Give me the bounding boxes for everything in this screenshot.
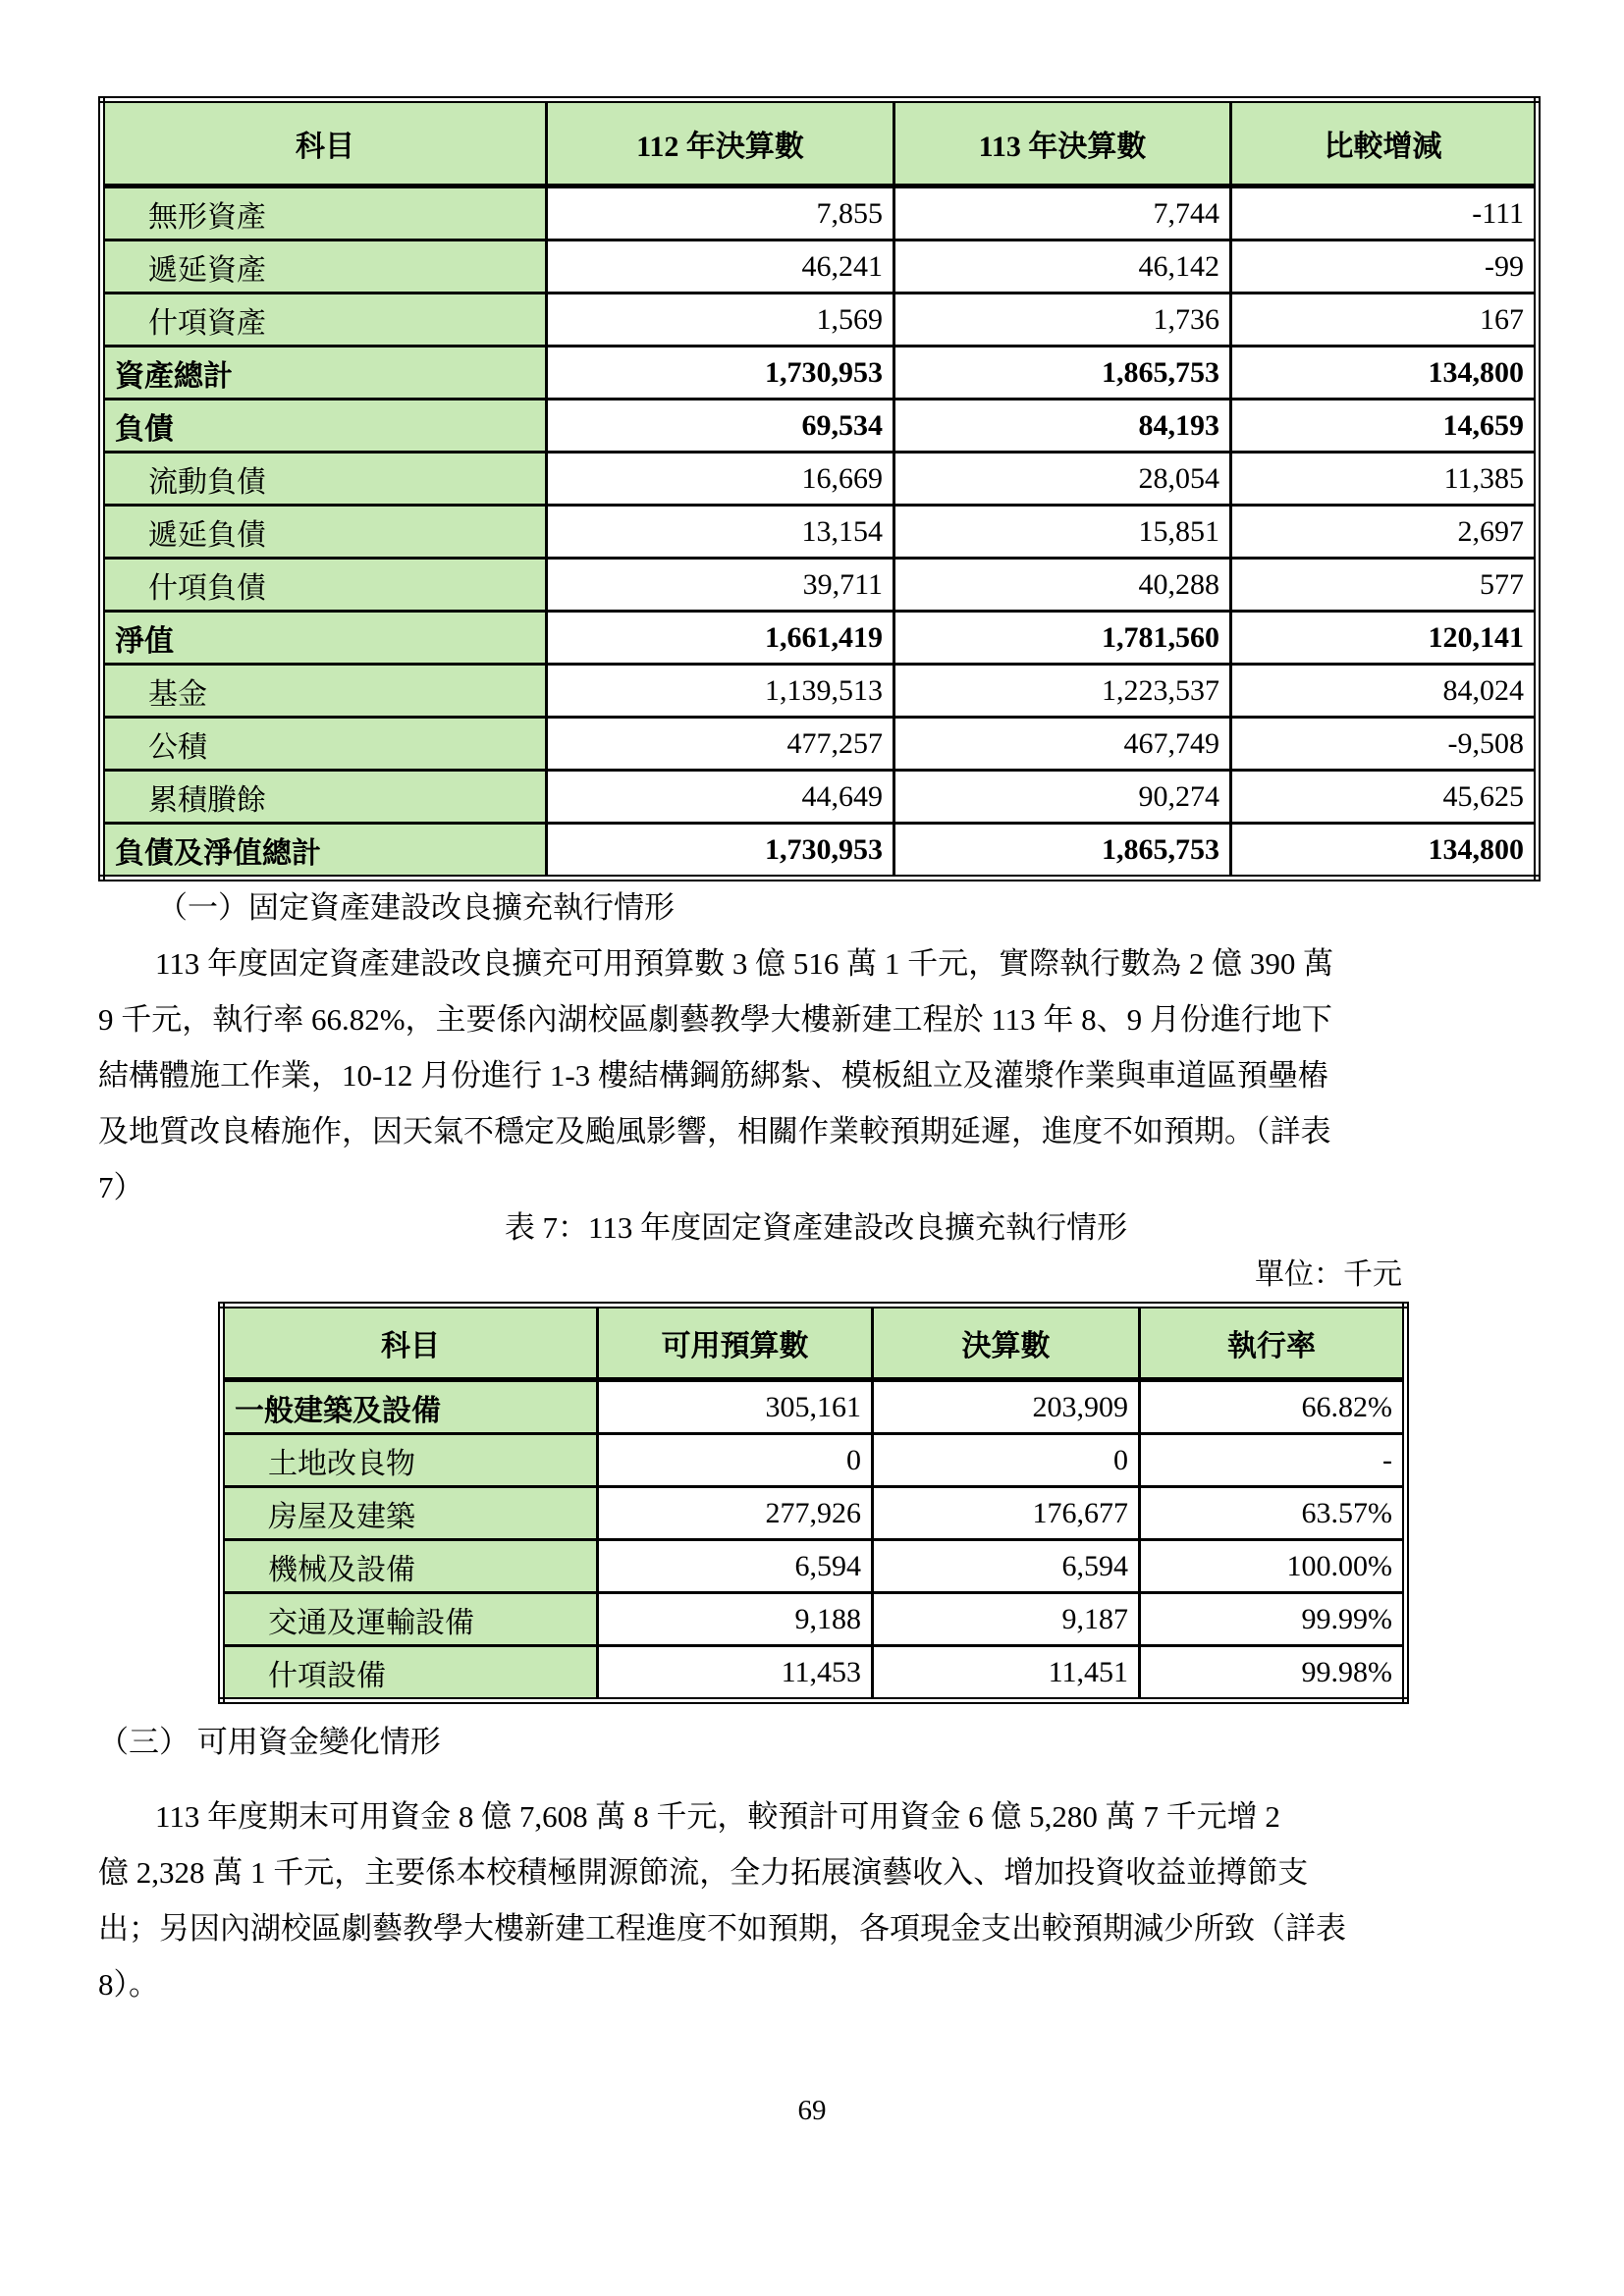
text-line: 8）。 xyxy=(98,1967,159,2002)
cell-value: 1,569 xyxy=(547,294,894,347)
cell-value: 1,781,560 xyxy=(894,612,1231,665)
table-row xyxy=(102,347,1538,400)
section-fixed-assets xyxy=(98,880,1534,1215)
cell-value: 176,677 xyxy=(873,1487,1140,1540)
table7-execution-table xyxy=(218,1302,1409,1704)
cell-value: 46,142 xyxy=(894,240,1231,294)
cell-value: 134,800 xyxy=(1231,824,1538,879)
cell-value: 99.98% xyxy=(1140,1646,1406,1701)
cell-value: 84,024 xyxy=(1231,665,1538,718)
cell-value: 13,154 xyxy=(547,506,894,559)
cell-value: 9,188 xyxy=(598,1593,873,1646)
section-paragraph xyxy=(98,935,1534,1215)
table-body xyxy=(102,187,1538,879)
row-label: 遞延資產 xyxy=(102,240,547,294)
text-line: 113 年度期末可用資金 8 億 7,608 萬 8 千元，較預計可用資金 6 億 5,280 萬 7 千元增 2 xyxy=(155,1799,1280,1834)
cell-value: 11,385 xyxy=(1231,453,1538,506)
cell-value: 15,851 xyxy=(894,506,1231,559)
row-label: 一般建築及設備 xyxy=(222,1380,598,1434)
cell-value: 45,625 xyxy=(1231,771,1538,824)
row-label: 交通及運輸設備 xyxy=(222,1593,598,1646)
cell-value: 120,141 xyxy=(1231,612,1538,665)
cell-value: 66.82% xyxy=(1140,1380,1406,1434)
cell-value: 1,865,753 xyxy=(894,824,1231,879)
column-header: 可用預算數 xyxy=(598,1306,873,1380)
row-label: 流動負債 xyxy=(102,453,547,506)
row-label: 土地改良物 xyxy=(222,1434,598,1487)
cell-value: 305,161 xyxy=(598,1380,873,1434)
section-available-funds-heading: （三） 可用資金變化情形 xyxy=(98,1725,441,1759)
table-row xyxy=(102,559,1538,612)
cell-value: 9,187 xyxy=(873,1593,1140,1646)
cell-value: 40,288 xyxy=(894,559,1231,612)
table-row xyxy=(102,665,1538,718)
table-row xyxy=(222,1487,1406,1540)
cell-value: 99.99% xyxy=(1140,1593,1406,1646)
text-line: 7） xyxy=(98,1170,144,1204)
cell-value: 467,749 xyxy=(894,718,1231,771)
row-label: 遞延負債 xyxy=(102,506,547,559)
cell-value: 1,139,513 xyxy=(547,665,894,718)
row-label: 機械及設備 xyxy=(222,1540,598,1593)
cell-value: 6,594 xyxy=(598,1540,873,1593)
table-header xyxy=(222,1306,1406,1380)
table-row xyxy=(102,718,1538,771)
table-row xyxy=(102,453,1538,506)
row-label: 基金 xyxy=(102,665,547,718)
cell-value: 1,223,537 xyxy=(894,665,1231,718)
text-line: 出；另因內湖校區劇藝教學大樓新建工程進度不如預期，各項現金支出較預期減少所致（詳表 xyxy=(98,1911,1346,1946)
text-line: 億 2,328 萬 1 千元，主要係本校積極開源節流，全力拓展演藝收入、增加投資收益並撙節支 xyxy=(98,1855,1309,1890)
cell-value: 16,669 xyxy=(547,453,894,506)
table-row xyxy=(222,1646,1406,1701)
cell-value: 577 xyxy=(1231,559,1538,612)
cell-value: 39,711 xyxy=(547,559,894,612)
table-row xyxy=(102,612,1538,665)
cell-value: 0 xyxy=(873,1434,1140,1487)
cell-value: 0 xyxy=(598,1434,873,1487)
cell-value: 14,659 xyxy=(1231,400,1538,453)
section-heading: （一）固定資產建設改良擴充執行情形 xyxy=(157,890,675,925)
table-row xyxy=(222,1380,1406,1434)
cell-value: 1,736 xyxy=(894,294,1231,347)
column-header: 執行率 xyxy=(1140,1306,1406,1380)
row-label: 什項負債 xyxy=(102,559,547,612)
cell-value: 1,661,419 xyxy=(547,612,894,665)
cell-value: 167 xyxy=(1231,294,1538,347)
cell-value: 69,534 xyxy=(547,400,894,453)
cell-value: 1,730,953 xyxy=(547,347,894,400)
row-label: 無形資產 xyxy=(102,187,547,240)
row-label: 資產總計 xyxy=(102,347,547,400)
text-line: 113 年度固定資產建設改良擴充可用預算數 3 億 516 萬 1 千元，實際執行數為 2 億 390 萬 xyxy=(155,946,1334,981)
table-row xyxy=(102,771,1538,824)
column-header: 科目 xyxy=(222,1306,598,1380)
row-label: 房屋及建築 xyxy=(222,1487,598,1540)
row-label: 負債及淨值總計 xyxy=(102,824,547,879)
balance-comparison-table xyxy=(98,96,1541,881)
column-header: 比較增減 xyxy=(1231,100,1538,187)
column-header: 決算數 xyxy=(873,1306,1140,1380)
column-header: 112 年決算數 xyxy=(547,100,894,187)
cell-value: 44,649 xyxy=(547,771,894,824)
cell-value: 1,865,753 xyxy=(894,347,1231,400)
cell-value: 2,697 xyxy=(1231,506,1538,559)
row-label: 什項設備 xyxy=(222,1646,598,1701)
cell-value: 6,594 xyxy=(873,1540,1140,1593)
text-line: 及地質改良樁施作，因天氣不穩定及颱風影響，相關作業較預期延遲，進度不如預期。（詳表 xyxy=(98,1114,1331,1148)
table-row xyxy=(222,1593,1406,1646)
text-line: 結構體施工作業，10-12 月份進行 1-3 樓結構鋼筋綁紮、模板組立及灌漿作業與車道區預壘樁 xyxy=(98,1058,1328,1093)
cell-value: 90,274 xyxy=(894,771,1231,824)
cell-value: 134,800 xyxy=(1231,347,1538,400)
table-row xyxy=(102,400,1538,453)
column-header: 113 年決算數 xyxy=(894,100,1231,187)
cell-value: - xyxy=(1140,1434,1406,1487)
cell-value: 84,193 xyxy=(894,400,1231,453)
row-label: 什項資產 xyxy=(102,294,547,347)
table-row xyxy=(222,1434,1406,1487)
cell-value: 477,257 xyxy=(547,718,894,771)
unit-label: 單位：千元 xyxy=(1255,1258,1402,1291)
cell-value: 28,054 xyxy=(894,453,1231,506)
row-label: 負債 xyxy=(102,400,547,453)
column-header: 科目 xyxy=(102,100,547,187)
cell-value: 203,909 xyxy=(873,1380,1140,1434)
table-body xyxy=(222,1380,1406,1701)
cell-value: 1,730,953 xyxy=(547,824,894,879)
header-row xyxy=(222,1306,1406,1380)
cell-value: 63.57% xyxy=(1140,1487,1406,1540)
cell-value: 7,744 xyxy=(894,187,1231,240)
cell-value: 11,451 xyxy=(873,1646,1140,1701)
row-label: 累積賸餘 xyxy=(102,771,547,824)
table7-title: 表 7：113 年度固定資產建設改良擴充執行情形 xyxy=(504,1210,1128,1245)
page-number: 69 xyxy=(797,2095,827,2126)
row-label: 公積 xyxy=(102,718,547,771)
header-row xyxy=(102,100,1538,187)
cell-value: 11,453 xyxy=(598,1646,873,1701)
cell-value: 100.00% xyxy=(1140,1540,1406,1593)
cell-value: 277,926 xyxy=(598,1487,873,1540)
table-row xyxy=(102,294,1538,347)
table-row xyxy=(102,240,1538,294)
cell-value: -111 xyxy=(1231,187,1538,240)
table-row xyxy=(102,506,1538,559)
cell-value: 7,855 xyxy=(547,187,894,240)
table-header xyxy=(102,100,1538,187)
cell-value: 46,241 xyxy=(547,240,894,294)
text-line: 9 千元，執行率 66.82%，主要係內湖校區劇藝教學大樓新建工程於 113 年 8、9 月份進行地下 xyxy=(98,1002,1332,1037)
cell-value: -9,508 xyxy=(1231,718,1538,771)
table-row xyxy=(222,1540,1406,1593)
cell-value: -99 xyxy=(1231,240,1538,294)
section-paragraph xyxy=(98,1789,1534,2012)
table-row xyxy=(102,824,1538,879)
table-row xyxy=(102,187,1538,240)
row-label: 淨值 xyxy=(102,612,547,665)
section-available-funds xyxy=(98,1789,1534,2012)
